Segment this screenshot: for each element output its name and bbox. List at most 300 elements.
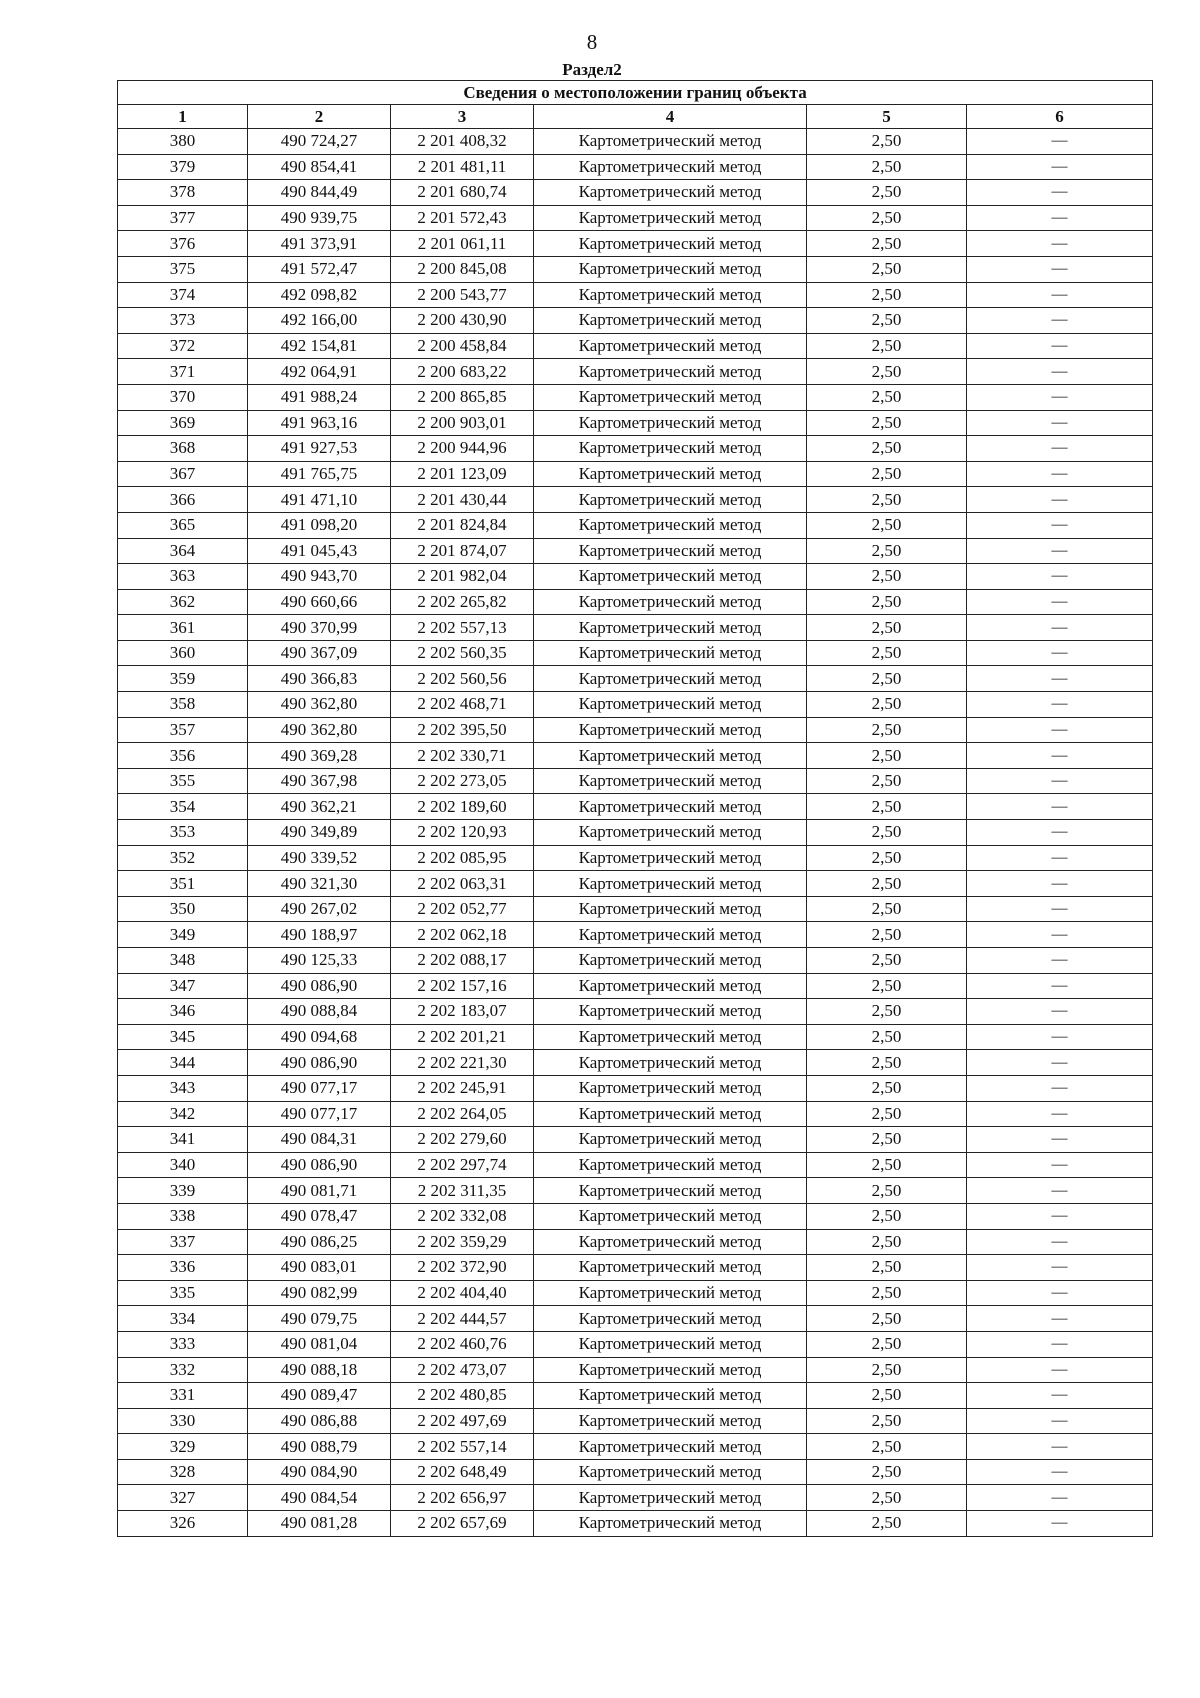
accuracy-cell: 2,50 <box>807 717 967 743</box>
table-row <box>118 948 1153 974</box>
x-coordinate-cell: 490 188,97 <box>248 922 391 948</box>
x-coordinate-cell: 491 765,75 <box>248 461 391 487</box>
x-coordinate-cell: 490 267,02 <box>248 896 391 922</box>
point-number-cell: 347 <box>118 973 248 999</box>
y-coordinate-cell: 2 202 273,05 <box>391 768 534 794</box>
point-number-cell: 374 <box>118 282 248 308</box>
x-coordinate-cell: 490 339,52 <box>248 845 391 871</box>
x-coordinate-cell: 490 086,90 <box>248 973 391 999</box>
x-coordinate-cell: 490 086,25 <box>248 1229 391 1255</box>
y-coordinate-cell: 2 202 330,71 <box>391 743 534 769</box>
y-coordinate-cell: 2 202 052,77 <box>391 896 534 922</box>
point-number-cell: 355 <box>118 768 248 794</box>
x-coordinate-cell: 490 370,99 <box>248 615 391 641</box>
y-coordinate-cell: 2 202 120,93 <box>391 820 534 846</box>
accuracy-cell: 2,50 <box>807 538 967 564</box>
description-cell: — <box>967 1459 1153 1485</box>
method-cell: Картометрический метод <box>534 205 807 231</box>
x-coordinate-cell: 490 088,79 <box>248 1434 391 1460</box>
y-coordinate-cell: 2 202 557,13 <box>391 615 534 641</box>
x-coordinate-cell: 490 362,80 <box>248 717 391 743</box>
accuracy-cell: 2,50 <box>807 1408 967 1434</box>
table-row <box>118 436 1153 462</box>
point-number-cell: 361 <box>118 615 248 641</box>
method-cell: Картометрический метод <box>534 1075 807 1101</box>
description-cell: — <box>967 973 1153 999</box>
method-cell: Картометрический метод <box>534 154 807 180</box>
description-cell: — <box>967 1306 1153 1332</box>
y-coordinate-cell: 2 202 265,82 <box>391 589 534 615</box>
point-number-cell: 331 <box>118 1383 248 1409</box>
description-cell: — <box>967 256 1153 282</box>
description-cell: — <box>967 461 1153 487</box>
y-coordinate-cell: 2 202 062,18 <box>391 922 534 948</box>
point-number-cell: 369 <box>118 410 248 436</box>
column-header: 1 <box>118 105 248 129</box>
y-coordinate-cell: 2 202 557,14 <box>391 1434 534 1460</box>
point-number-cell: 343 <box>118 1075 248 1101</box>
y-coordinate-cell: 2 202 332,08 <box>391 1203 534 1229</box>
method-cell: Картометрический метод <box>534 1383 807 1409</box>
table-row <box>118 717 1153 743</box>
description-cell: — <box>967 692 1153 718</box>
table-row <box>118 666 1153 692</box>
table-row <box>118 692 1153 718</box>
description-cell: — <box>967 1408 1153 1434</box>
point-number-cell: 366 <box>118 487 248 513</box>
method-cell: Картометрический метод <box>534 1331 807 1357</box>
point-number-cell: 341 <box>118 1127 248 1153</box>
method-cell: Картометрический метод <box>534 1511 807 1537</box>
point-number-cell: 327 <box>118 1485 248 1511</box>
y-coordinate-cell: 2 201 824,84 <box>391 512 534 538</box>
table-row <box>118 410 1153 436</box>
description-cell: — <box>967 1434 1153 1460</box>
method-cell: Картометрический метод <box>534 999 807 1025</box>
x-coordinate-cell: 490 125,33 <box>248 948 391 974</box>
point-number-cell: 328 <box>118 1459 248 1485</box>
point-number-cell: 372 <box>118 333 248 359</box>
point-number-cell: 351 <box>118 871 248 897</box>
page-number: 8 <box>586 30 598 54</box>
table-row <box>118 973 1153 999</box>
table-row <box>118 487 1153 513</box>
column-header: 5 <box>807 105 967 129</box>
accuracy-cell: 2,50 <box>807 282 967 308</box>
x-coordinate-cell: 490 844,49 <box>248 180 391 206</box>
table-row <box>118 1280 1153 1306</box>
method-cell: Картометрический метод <box>534 845 807 871</box>
description-cell: — <box>967 333 1153 359</box>
method-cell: Картометрический метод <box>534 461 807 487</box>
table-row <box>118 999 1153 1025</box>
accuracy-cell: 2,50 <box>807 410 967 436</box>
x-coordinate-cell: 492 154,81 <box>248 333 391 359</box>
y-coordinate-cell: 2 202 245,91 <box>391 1075 534 1101</box>
method-cell: Картометрический метод <box>534 1408 807 1434</box>
method-cell: Картометрический метод <box>534 359 807 385</box>
y-coordinate-cell: 2 202 183,07 <box>391 999 534 1025</box>
table-row <box>118 1152 1153 1178</box>
point-number-cell: 378 <box>118 180 248 206</box>
x-coordinate-cell: 490 086,90 <box>248 1152 391 1178</box>
method-cell: Картометрический метод <box>534 1306 807 1332</box>
accuracy-cell: 2,50 <box>807 359 967 385</box>
accuracy-cell: 2,50 <box>807 436 967 462</box>
table-row <box>118 922 1153 948</box>
accuracy-cell: 2,50 <box>807 1280 967 1306</box>
method-cell: Картометрический метод <box>534 333 807 359</box>
description-cell: — <box>967 1101 1153 1127</box>
method-cell: Картометрический метод <box>534 1280 807 1306</box>
y-coordinate-cell: 2 201 680,74 <box>391 180 534 206</box>
point-number-cell: 338 <box>118 1203 248 1229</box>
point-number-cell: 348 <box>118 948 248 974</box>
point-number-cell: 337 <box>118 1229 248 1255</box>
table-row <box>118 1511 1153 1537</box>
table-row <box>118 1255 1153 1281</box>
description-cell: — <box>967 180 1153 206</box>
description-cell: — <box>967 1024 1153 1050</box>
description-cell: — <box>967 1127 1153 1153</box>
accuracy-cell: 2,50 <box>807 1459 967 1485</box>
x-coordinate-cell: 490 349,89 <box>248 820 391 846</box>
x-coordinate-cell: 490 078,47 <box>248 1203 391 1229</box>
method-cell: Картометрический метод <box>534 410 807 436</box>
method-cell: Картометрический метод <box>534 1229 807 1255</box>
table-row <box>118 1357 1153 1383</box>
accuracy-cell: 2,50 <box>807 180 967 206</box>
accuracy-cell: 2,50 <box>807 1050 967 1076</box>
table-row <box>118 1050 1153 1076</box>
description-cell: — <box>967 794 1153 820</box>
y-coordinate-cell: 2 201 061,11 <box>391 231 534 257</box>
point-number-cell: 349 <box>118 922 248 948</box>
point-number-cell: 379 <box>118 154 248 180</box>
description-cell: — <box>967 1255 1153 1281</box>
point-number-cell: 367 <box>118 461 248 487</box>
x-coordinate-cell: 490 089,47 <box>248 1383 391 1409</box>
accuracy-cell: 2,50 <box>807 1434 967 1460</box>
method-cell: Картометрический метод <box>534 1101 807 1127</box>
accuracy-cell: 2,50 <box>807 1101 967 1127</box>
method-cell: Картометрический метод <box>534 768 807 794</box>
y-coordinate-cell: 2 202 460,76 <box>391 1331 534 1357</box>
table-row <box>118 308 1153 334</box>
point-number-cell: 332 <box>118 1357 248 1383</box>
description-cell: — <box>967 640 1153 666</box>
y-coordinate-cell: 2 202 359,29 <box>391 1229 534 1255</box>
accuracy-cell: 2,50 <box>807 820 967 846</box>
point-number-cell: 371 <box>118 359 248 385</box>
description-cell: — <box>967 564 1153 590</box>
x-coordinate-cell: 491 098,20 <box>248 512 391 538</box>
point-number-cell: 334 <box>118 1306 248 1332</box>
point-number-cell: 346 <box>118 999 248 1025</box>
accuracy-cell: 2,50 <box>807 564 967 590</box>
point-number-cell: 357 <box>118 717 248 743</box>
method-cell: Картометрический метод <box>534 538 807 564</box>
point-number-cell: 340 <box>118 1152 248 1178</box>
column-header: 6 <box>967 105 1153 129</box>
x-coordinate-cell: 490 083,01 <box>248 1255 391 1281</box>
table-body <box>118 129 1153 1537</box>
x-coordinate-cell: 490 086,88 <box>248 1408 391 1434</box>
description-cell: — <box>967 589 1153 615</box>
x-coordinate-cell: 490 088,18 <box>248 1357 391 1383</box>
description-cell: — <box>967 231 1153 257</box>
table-row <box>118 256 1153 282</box>
point-number-cell: 368 <box>118 436 248 462</box>
x-coordinate-cell: 490 077,17 <box>248 1075 391 1101</box>
accuracy-cell: 2,50 <box>807 384 967 410</box>
boundary-coordinates-table <box>117 80 1153 1537</box>
description-cell: — <box>967 896 1153 922</box>
point-number-cell: 359 <box>118 666 248 692</box>
table-row <box>118 768 1153 794</box>
accuracy-cell: 2,50 <box>807 922 967 948</box>
y-coordinate-cell: 2 200 543,77 <box>391 282 534 308</box>
method-cell: Картометрический метод <box>534 871 807 897</box>
method-cell: Картометрический метод <box>534 948 807 974</box>
y-coordinate-cell: 2 202 395,50 <box>391 717 534 743</box>
description-cell: — <box>967 999 1153 1025</box>
description-cell: — <box>967 129 1153 155</box>
method-cell: Картометрический метод <box>534 308 807 334</box>
table-row <box>118 1178 1153 1204</box>
point-number-cell: 342 <box>118 1101 248 1127</box>
y-coordinate-cell: 2 202 311,35 <box>391 1178 534 1204</box>
table-row <box>118 512 1153 538</box>
accuracy-cell: 2,50 <box>807 1485 967 1511</box>
accuracy-cell: 2,50 <box>807 1306 967 1332</box>
column-header: 4 <box>534 105 807 129</box>
description-cell: — <box>967 1357 1153 1383</box>
y-coordinate-cell: 2 200 865,85 <box>391 384 534 410</box>
accuracy-cell: 2,50 <box>807 768 967 794</box>
description-cell: — <box>967 1203 1153 1229</box>
y-coordinate-cell: 2 202 444,57 <box>391 1306 534 1332</box>
description-cell: — <box>967 717 1153 743</box>
method-cell: Картометрический метод <box>534 922 807 948</box>
description-cell: — <box>967 820 1153 846</box>
method-cell: Картометрический метод <box>534 180 807 206</box>
x-coordinate-cell: 492 064,91 <box>248 359 391 385</box>
point-number-cell: 339 <box>118 1178 248 1204</box>
method-cell: Картометрический метод <box>534 436 807 462</box>
description-cell: — <box>967 487 1153 513</box>
method-cell: Картометрический метод <box>534 256 807 282</box>
x-coordinate-cell: 491 471,10 <box>248 487 391 513</box>
table-row <box>118 1459 1153 1485</box>
table-row <box>118 282 1153 308</box>
accuracy-cell: 2,50 <box>807 948 967 974</box>
column-header: 2 <box>248 105 391 129</box>
y-coordinate-cell: 2 200 430,90 <box>391 308 534 334</box>
table-row <box>118 231 1153 257</box>
description-cell: — <box>967 538 1153 564</box>
accuracy-cell: 2,50 <box>807 1331 967 1357</box>
y-coordinate-cell: 2 202 480,85 <box>391 1383 534 1409</box>
y-coordinate-cell: 2 200 683,22 <box>391 359 534 385</box>
accuracy-cell: 2,50 <box>807 845 967 871</box>
x-coordinate-cell: 490 082,99 <box>248 1280 391 1306</box>
x-coordinate-cell: 490 094,68 <box>248 1024 391 1050</box>
description-cell: — <box>967 1075 1153 1101</box>
method-cell: Картометрический метод <box>534 666 807 692</box>
method-cell: Картометрический метод <box>534 589 807 615</box>
x-coordinate-cell: 490 081,28 <box>248 1511 391 1537</box>
table-row <box>118 640 1153 666</box>
description-cell: — <box>967 512 1153 538</box>
y-coordinate-cell: 2 200 903,01 <box>391 410 534 436</box>
x-coordinate-cell: 490 079,75 <box>248 1306 391 1332</box>
table-row <box>118 820 1153 846</box>
table-row <box>118 180 1153 206</box>
method-cell: Картометрический метод <box>534 1255 807 1281</box>
description-cell: — <box>967 410 1153 436</box>
table-row <box>118 1229 1153 1255</box>
table-row <box>118 205 1153 231</box>
y-coordinate-cell: 2 202 221,30 <box>391 1050 534 1076</box>
point-number-cell: 350 <box>118 896 248 922</box>
section-label: Раздел2 <box>562 60 622 79</box>
x-coordinate-cell: 490 077,17 <box>248 1101 391 1127</box>
accuracy-cell: 2,50 <box>807 487 967 513</box>
x-coordinate-cell: 491 373,91 <box>248 231 391 257</box>
x-coordinate-cell: 490 367,09 <box>248 640 391 666</box>
x-coordinate-cell: 491 963,16 <box>248 410 391 436</box>
table-row <box>118 1331 1153 1357</box>
description-cell: — <box>967 743 1153 769</box>
accuracy-cell: 2,50 <box>807 743 967 769</box>
table-row <box>118 154 1153 180</box>
y-coordinate-cell: 2 201 481,11 <box>391 154 534 180</box>
method-cell: Картометрический метод <box>534 794 807 820</box>
column-header: 3 <box>391 105 534 129</box>
y-coordinate-cell: 2 202 264,05 <box>391 1101 534 1127</box>
accuracy-cell: 2,50 <box>807 1075 967 1101</box>
y-coordinate-cell: 2 202 088,17 <box>391 948 534 974</box>
point-number-cell: 335 <box>118 1280 248 1306</box>
accuracy-cell: 2,50 <box>807 308 967 334</box>
y-coordinate-cell: 2 202 189,60 <box>391 794 534 820</box>
accuracy-cell: 2,50 <box>807 589 967 615</box>
x-coordinate-cell: 491 572,47 <box>248 256 391 282</box>
method-cell: Картометрический метод <box>534 640 807 666</box>
y-coordinate-cell: 2 202 657,69 <box>391 1511 534 1537</box>
y-coordinate-cell: 2 201 408,32 <box>391 129 534 155</box>
table-row <box>118 871 1153 897</box>
y-coordinate-cell: 2 202 648,49 <box>391 1459 534 1485</box>
x-coordinate-cell: 490 366,83 <box>248 666 391 692</box>
accuracy-cell: 2,50 <box>807 231 967 257</box>
description-cell: — <box>967 1485 1153 1511</box>
accuracy-cell: 2,50 <box>807 154 967 180</box>
column-number-row <box>118 105 1153 129</box>
y-coordinate-cell: 2 202 279,60 <box>391 1127 534 1153</box>
point-number-cell: 364 <box>118 538 248 564</box>
accuracy-cell: 2,50 <box>807 1203 967 1229</box>
table-row <box>118 1075 1153 1101</box>
accuracy-cell: 2,50 <box>807 666 967 692</box>
table-title-row <box>118 81 1153 105</box>
description-cell: — <box>967 384 1153 410</box>
x-coordinate-cell: 491 045,43 <box>248 538 391 564</box>
table-row <box>118 1306 1153 1332</box>
point-number-cell: 365 <box>118 512 248 538</box>
accuracy-cell: 2,50 <box>807 1383 967 1409</box>
table-title: Сведения о местоположении границ объекта <box>118 81 1153 105</box>
x-coordinate-cell: 492 166,00 <box>248 308 391 334</box>
x-coordinate-cell: 490 362,21 <box>248 794 391 820</box>
point-number-cell: 352 <box>118 845 248 871</box>
method-cell: Картометрический метод <box>534 487 807 513</box>
method-cell: Картометрический метод <box>534 1357 807 1383</box>
point-number-cell: 373 <box>118 308 248 334</box>
y-coordinate-cell: 2 202 404,40 <box>391 1280 534 1306</box>
point-number-cell: 336 <box>118 1255 248 1281</box>
description-cell: — <box>967 871 1153 897</box>
y-coordinate-cell: 2 202 372,90 <box>391 1255 534 1281</box>
description-cell: — <box>967 282 1153 308</box>
table-row <box>118 1024 1153 1050</box>
method-cell: Картометрический метод <box>534 717 807 743</box>
x-coordinate-cell: 490 084,31 <box>248 1127 391 1153</box>
method-cell: Картометрический метод <box>534 384 807 410</box>
x-coordinate-cell: 491 988,24 <box>248 384 391 410</box>
point-number-cell: 360 <box>118 640 248 666</box>
accuracy-cell: 2,50 <box>807 615 967 641</box>
table-row <box>118 743 1153 769</box>
description-cell: — <box>967 948 1153 974</box>
y-coordinate-cell: 2 201 874,07 <box>391 538 534 564</box>
y-coordinate-cell: 2 202 157,16 <box>391 973 534 999</box>
x-coordinate-cell: 490 854,41 <box>248 154 391 180</box>
x-coordinate-cell: 490 084,54 <box>248 1485 391 1511</box>
method-cell: Картометрический метод <box>534 1050 807 1076</box>
description-cell: — <box>967 1152 1153 1178</box>
x-coordinate-cell: 490 084,90 <box>248 1459 391 1485</box>
method-cell: Картометрический метод <box>534 820 807 846</box>
table-row <box>118 538 1153 564</box>
method-cell: Картометрический метод <box>534 1178 807 1204</box>
method-cell: Картометрический метод <box>534 1434 807 1460</box>
y-coordinate-cell: 2 202 473,07 <box>391 1357 534 1383</box>
method-cell: Картометрический метод <box>534 282 807 308</box>
method-cell: Картометрический метод <box>534 692 807 718</box>
method-cell: Картометрический метод <box>534 1127 807 1153</box>
table-row <box>118 1101 1153 1127</box>
table-row <box>118 461 1153 487</box>
accuracy-cell: 2,50 <box>807 1178 967 1204</box>
y-coordinate-cell: 2 200 458,84 <box>391 333 534 359</box>
accuracy-cell: 2,50 <box>807 640 967 666</box>
x-coordinate-cell: 490 362,80 <box>248 692 391 718</box>
accuracy-cell: 2,50 <box>807 1152 967 1178</box>
method-cell: Картометрический метод <box>534 129 807 155</box>
point-number-cell: 326 <box>118 1511 248 1537</box>
x-coordinate-cell: 491 927,53 <box>248 436 391 462</box>
x-coordinate-cell: 490 939,75 <box>248 205 391 231</box>
y-coordinate-cell: 2 202 201,21 <box>391 1024 534 1050</box>
accuracy-cell: 2,50 <box>807 256 967 282</box>
method-cell: Картометрический метод <box>534 743 807 769</box>
description-cell: — <box>967 768 1153 794</box>
accuracy-cell: 2,50 <box>807 1024 967 1050</box>
x-coordinate-cell: 490 081,71 <box>248 1178 391 1204</box>
method-cell: Картометрический метод <box>534 1485 807 1511</box>
